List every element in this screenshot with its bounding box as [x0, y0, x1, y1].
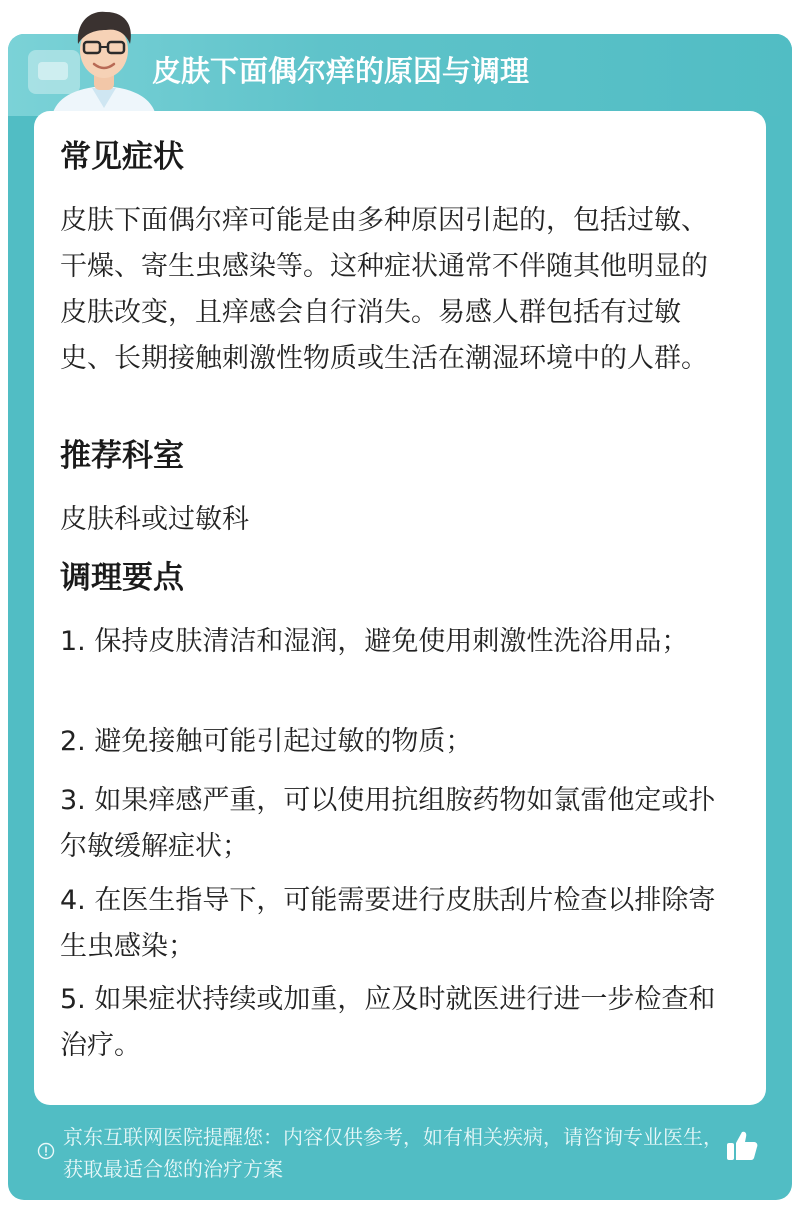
care-item: 3. 如果痒感严重，可以使用抗组胺药物如氯雷他定或扑尔敏缓解症状；: [60, 785, 716, 862]
section-title-symptoms: 常见症状: [60, 139, 184, 175]
care-item: 2. 避免接触可能引起过敏的物质；: [60, 726, 473, 757]
symptoms-text: 皮肤下面偶尔痒可能是由多种原因引起的，包括过敏、干燥、寄生虫感染等。这种症状通常不伴随其他明显的皮肤改变，且痒感会自行消失。易感人群包括有过敏史、长期接触刺激性物质或生活在潮湿环境中的人群。: [60, 205, 708, 374]
section-title-care: 调理要点: [60, 560, 184, 596]
info-icon: [37, 1142, 55, 1160]
section-title-department: 推荐科室: [60, 438, 184, 474]
page-title: 皮肤下面偶尔痒的原因与调理: [152, 54, 530, 88]
care-item: 5. 如果症状持续或加重，应及时就医进行进一步检查和治疗。: [60, 984, 716, 1061]
department-text: 皮肤科或过敏科: [60, 504, 249, 535]
care-item: 1. 保持皮肤清洁和湿润，避免使用刺激性洗浴用品；: [60, 626, 689, 657]
thumbs-up-icon[interactable]: [724, 1128, 760, 1164]
doctor-avatar: [44, 0, 164, 116]
care-item: 4. 在医生指导下，可能需要进行皮肤刮片检查以排除寄生虫感染；: [60, 885, 716, 962]
disclaimer-text: 京东互联网医院提醒您：内容仅供参考，如有相关疾病，请咨询专业医生，获取最适合您的治疗方案: [63, 1125, 723, 1181]
